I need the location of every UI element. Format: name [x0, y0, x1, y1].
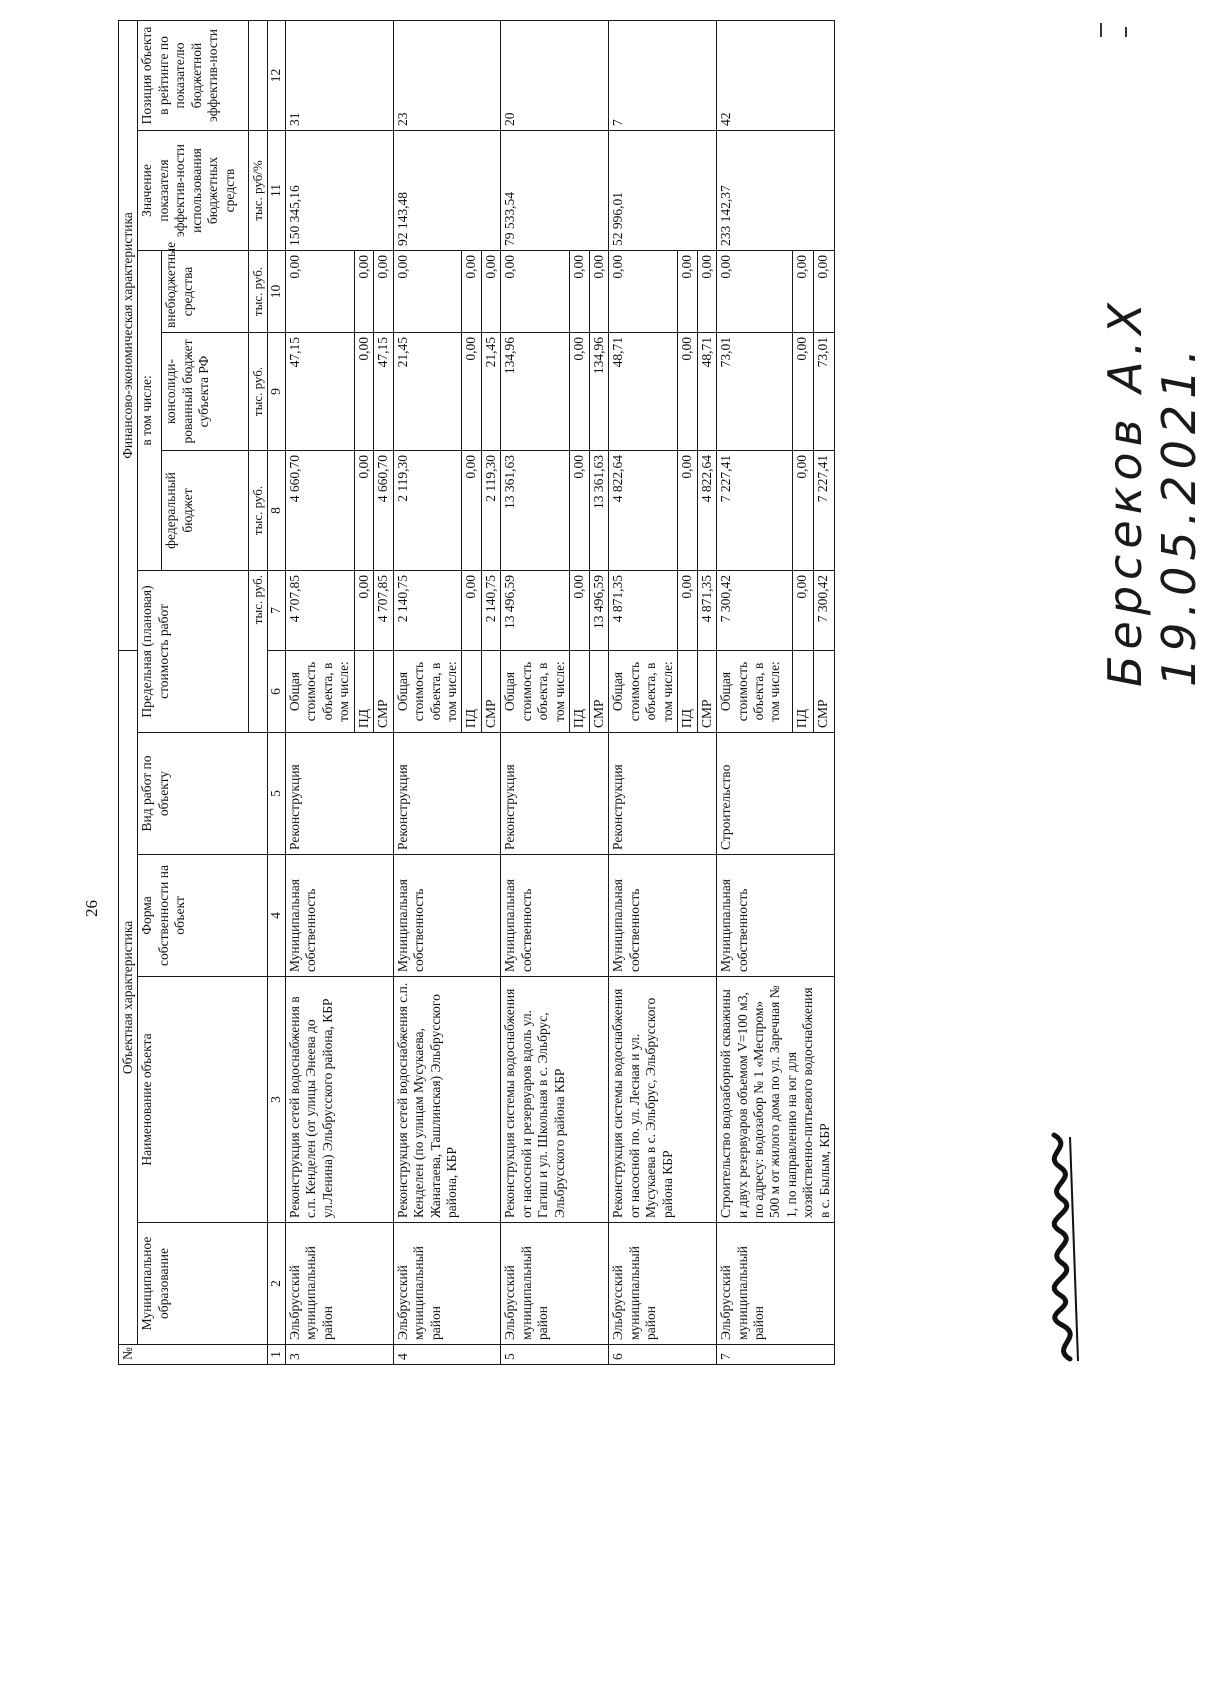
- table-row: [285, 20, 354, 1364]
- row-total-extra: 0,00: [393, 250, 462, 332]
- row-total-consolidated: 134,96: [501, 332, 570, 450]
- row-ownership: Муниципальная собственность: [285, 855, 393, 977]
- row-smr-federal: 13 361,63: [589, 450, 608, 570]
- row-mun: Эльбрусский муниципальный район: [501, 1223, 609, 1345]
- row-name: Реконструкция сетей водоснабжения с.п. Кенделен (по улицам Мусукаева, Жанатаева, Ташлинская) Эльбрусского района, КБР: [393, 977, 501, 1223]
- row-pd-cost: 0,00: [354, 570, 373, 650]
- row-smr-federal: 4 660,70: [374, 450, 393, 570]
- row-mun: Эльбрусский муниципальный район: [609, 1223, 717, 1345]
- row-mun: Эльбрусский муниципальный район: [285, 1223, 393, 1345]
- row-pd-extra: 0,00: [792, 250, 813, 332]
- row-total-extra: 0,00: [285, 250, 354, 332]
- row-total-cost: 13 496,59: [501, 570, 570, 650]
- row-smr-cost: 4 871,35: [697, 570, 716, 650]
- row-smr-cost: 13 496,59: [589, 570, 608, 650]
- page-number: 26: [82, 900, 101, 917]
- column-number: 3: [268, 977, 285, 1223]
- row-rating: 7: [609, 20, 717, 130]
- row-pd-extra: 0,00: [678, 250, 697, 332]
- column-number: 1: [268, 1345, 285, 1365]
- unit-federal: тыс. руб.: [249, 450, 268, 570]
- col-header-mun: Муниципальное образование: [138, 1223, 268, 1345]
- row-rating: 31: [285, 20, 393, 130]
- row-eff-value: 150 345,16: [285, 130, 393, 250]
- row-smr-label: СМР: [813, 650, 834, 732]
- table-row: [609, 20, 678, 1364]
- col-header-name: Наименование объекта: [138, 977, 268, 1223]
- handwritten-signature-text: Берсеков А.Х 19.05.2021.: [1098, 297, 1206, 687]
- row-smr-cost: 4 707,85: [374, 570, 393, 650]
- row-name: Строительство водозаборной скважины и двух резервуаров объемом V=100 м3, по адресу: водозабор № 1 «Меспром» 500 м от жилого дома по ул. Заречная № 1, по направлению на юг для хозяйственно-питьевого водоснабжения в с. Былым, КБР: [717, 977, 835, 1223]
- row-smr-cost: 2 140,75: [481, 570, 500, 650]
- table-row: [393, 20, 462, 1364]
- row-smr-extra: 0,00: [481, 250, 500, 332]
- unit-rating: [249, 20, 268, 130]
- row-smr-extra: 0,00: [589, 250, 608, 332]
- row-pd-label: ПД: [570, 650, 589, 732]
- col-header-eff-value: Значение показателя эффектив-ности использования бюджетных средств: [138, 130, 249, 250]
- objects-table: [118, 20, 835, 1365]
- table-row: [501, 20, 570, 1364]
- row-num: 3: [285, 1345, 393, 1365]
- row-pd-consolidated: 0,00: [462, 332, 481, 450]
- unit-consolidated: тыс. руб.: [249, 332, 268, 450]
- row-ownership: Муниципальная собственность: [609, 855, 717, 977]
- row-num: 7: [717, 1345, 835, 1365]
- scan-mark: [1125, 27, 1127, 37]
- row-rating: 20: [501, 20, 609, 130]
- col-header-num: №: [119, 1345, 268, 1365]
- row-smr-consolidated: 134,96: [589, 332, 608, 450]
- row-mun: Эльбрусский муниципальный район: [393, 1223, 501, 1345]
- table-row: [717, 20, 793, 1364]
- row-total-cost: 4 707,85: [285, 570, 354, 650]
- row-smr-consolidated: 47,15: [374, 332, 393, 450]
- row-pd-label: ПД: [792, 650, 813, 732]
- col-header-including: в том числе:: [138, 250, 162, 570]
- row-pd-cost: 0,00: [570, 570, 589, 650]
- column-number: 5: [268, 733, 285, 855]
- column-number: 4: [268, 855, 285, 977]
- row-pd-extra: 0,00: [462, 250, 481, 332]
- column-number: 10: [268, 250, 285, 332]
- row-pd-federal: 0,00: [678, 450, 697, 570]
- column-number: 8: [268, 450, 285, 570]
- column-numbers-row: [268, 20, 285, 1364]
- col-header-federal: федеральный бюджет: [162, 450, 249, 570]
- row-smr-federal: 4 822,64: [697, 450, 716, 570]
- row-smr-consolidated: 73,01: [813, 332, 834, 450]
- col-header-ownership: Форма собственности на объект: [138, 855, 268, 977]
- column-number: 7: [268, 570, 285, 650]
- col-header-work-type: Вид работ по объекту: [138, 733, 268, 855]
- column-number: 2: [268, 1223, 285, 1345]
- col-header-consolidated: консолиди-рованный бюджет субъекта РФ: [162, 332, 249, 450]
- row-total-cost: 2 140,75: [393, 570, 462, 650]
- row-total-consolidated: 73,01: [717, 332, 793, 450]
- row-total-consolidated: 21,45: [393, 332, 462, 450]
- group-header-finance: Финансово-экономическая характеристика: [119, 20, 138, 650]
- row-total-federal: 4 660,70: [285, 450, 354, 570]
- row-smr-label: СМР: [589, 650, 608, 732]
- row-eff-value: 92 143,48: [393, 130, 501, 250]
- row-total-cost: 7 300,42: [717, 570, 793, 650]
- row-pd-federal: 0,00: [462, 450, 481, 570]
- row-pd-extra: 0,00: [354, 250, 373, 332]
- row-smr-consolidated: 48,71: [697, 332, 716, 450]
- col-header-rating: Позиция объекта в рейтинге по показателю бюджетной эффектив-ности: [138, 20, 249, 130]
- row-pd-consolidated: 0,00: [354, 332, 373, 450]
- row-total-label: Общая стоимость объекта, в том числе:: [501, 650, 570, 732]
- row-ownership: Муниципальная собственность: [501, 855, 609, 977]
- row-total-extra: 0,00: [609, 250, 678, 332]
- row-work-type: Реконструкция: [609, 733, 717, 855]
- unit-eff: тыс. руб/%: [249, 130, 268, 250]
- unit-extra: тыс. руб.: [249, 250, 268, 332]
- row-ownership: Муниципальная собственность: [717, 855, 835, 977]
- row-work-type: Реконструкция: [501, 733, 609, 855]
- row-name: Реконструкция системы водоснабжения от насосной и резервуаров вдоль ул. Гагиш и ул. Школьная в с. Эльбрус, Эльбрусского района КБР: [501, 977, 609, 1223]
- row-total-consolidated: 48,71: [609, 332, 678, 450]
- row-eff-value: 233 142,37: [717, 130, 835, 250]
- row-ownership: Муниципальная собственность: [393, 855, 501, 977]
- row-total-extra: 0,00: [501, 250, 570, 332]
- row-pd-label: ПД: [678, 650, 697, 732]
- row-smr-extra: 0,00: [697, 250, 716, 332]
- row-smr-federal: 2 119,30: [481, 450, 500, 570]
- column-number: 11: [268, 130, 285, 250]
- row-pd-cost: 0,00: [792, 570, 813, 650]
- scan-mark: [1100, 23, 1102, 37]
- row-rating: 23: [393, 20, 501, 130]
- group-header-object: Объектная характеристика: [119, 650, 138, 1344]
- row-work-type: Строительство: [717, 733, 835, 855]
- row-smr-label: СМР: [697, 650, 716, 732]
- row-total-label: Общая стоимость объекта, в том числе:: [717, 650, 793, 732]
- row-rating: 42: [717, 20, 835, 130]
- signature-scribble: [1040, 1127, 1090, 1367]
- row-pd-federal: 0,00: [354, 450, 373, 570]
- row-pd-consolidated: 0,00: [678, 332, 697, 450]
- row-mun: Эльбрусский муниципальный район: [717, 1223, 835, 1345]
- row-pd-consolidated: 0,00: [570, 332, 589, 450]
- column-number: 12: [268, 20, 285, 130]
- row-pd-federal: 0,00: [570, 450, 589, 570]
- row-num: 5: [501, 1345, 609, 1365]
- row-smr-consolidated: 21,45: [481, 332, 500, 450]
- row-pd-label: ПД: [354, 650, 373, 732]
- row-smr-cost: 7 300,42: [813, 570, 834, 650]
- row-num: 6: [609, 1345, 717, 1365]
- row-smr-federal: 7 227,41: [813, 450, 834, 570]
- row-num: 4: [393, 1345, 501, 1365]
- col-header-extra: внебюджетные средства: [162, 250, 249, 332]
- row-total-label: Общая стоимость объекта, в том числе:: [393, 650, 462, 732]
- row-total-cost: 4 871,35: [609, 570, 678, 650]
- header-row-1: [119, 20, 138, 1364]
- row-work-type: Реконструкция: [393, 733, 501, 855]
- row-total-label: Общая стоимость объекта, в том числе:: [285, 650, 354, 732]
- row-total-extra: 0,00: [717, 250, 793, 332]
- col-header-max-cost: Предельная (плановая) стоимость работ: [138, 570, 249, 732]
- row-total-federal: 7 227,41: [717, 450, 793, 570]
- row-pd-label: ПД: [462, 650, 481, 732]
- row-total-consolidated: 47,15: [285, 332, 354, 450]
- row-smr-label: СМР: [481, 650, 500, 732]
- header-row-2: [138, 20, 162, 1364]
- row-total-label: Общая стоимость объекта, в том числе:: [609, 650, 678, 732]
- row-smr-extra: 0,00: [813, 250, 834, 332]
- row-pd-cost: 0,00: [678, 570, 697, 650]
- column-number: 6: [268, 650, 285, 732]
- row-pd-extra: 0,00: [570, 250, 589, 332]
- row-total-federal: 4 822,64: [609, 450, 678, 570]
- row-eff-value: 79 533,54: [501, 130, 609, 250]
- row-name: Реконструкция системы водоснабжения от насосной по. ул. Лесная и ул. Мусукаева в с. Эльбрус, Эльбрусского района КБР: [609, 977, 717, 1223]
- row-pd-cost: 0,00: [462, 570, 481, 650]
- unit-cost: тыс. руб.: [249, 570, 268, 732]
- row-smr-extra: 0,00: [374, 250, 393, 332]
- row-total-federal: 2 119,30: [393, 450, 462, 570]
- column-number: 9: [268, 332, 285, 450]
- row-work-type: Реконструкция: [285, 733, 393, 855]
- row-pd-consolidated: 0,00: [792, 332, 813, 450]
- row-smr-label: СМР: [374, 650, 393, 732]
- row-name: Реконструкция сетей водоснабжения в с.п. Кенделен (от улицы Энеева до ул.Ленина) Эльбрусского района, КБР: [285, 977, 393, 1223]
- row-eff-value: 52 996,01: [609, 130, 717, 250]
- row-pd-federal: 0,00: [792, 450, 813, 570]
- row-total-federal: 13 361,63: [501, 450, 570, 570]
